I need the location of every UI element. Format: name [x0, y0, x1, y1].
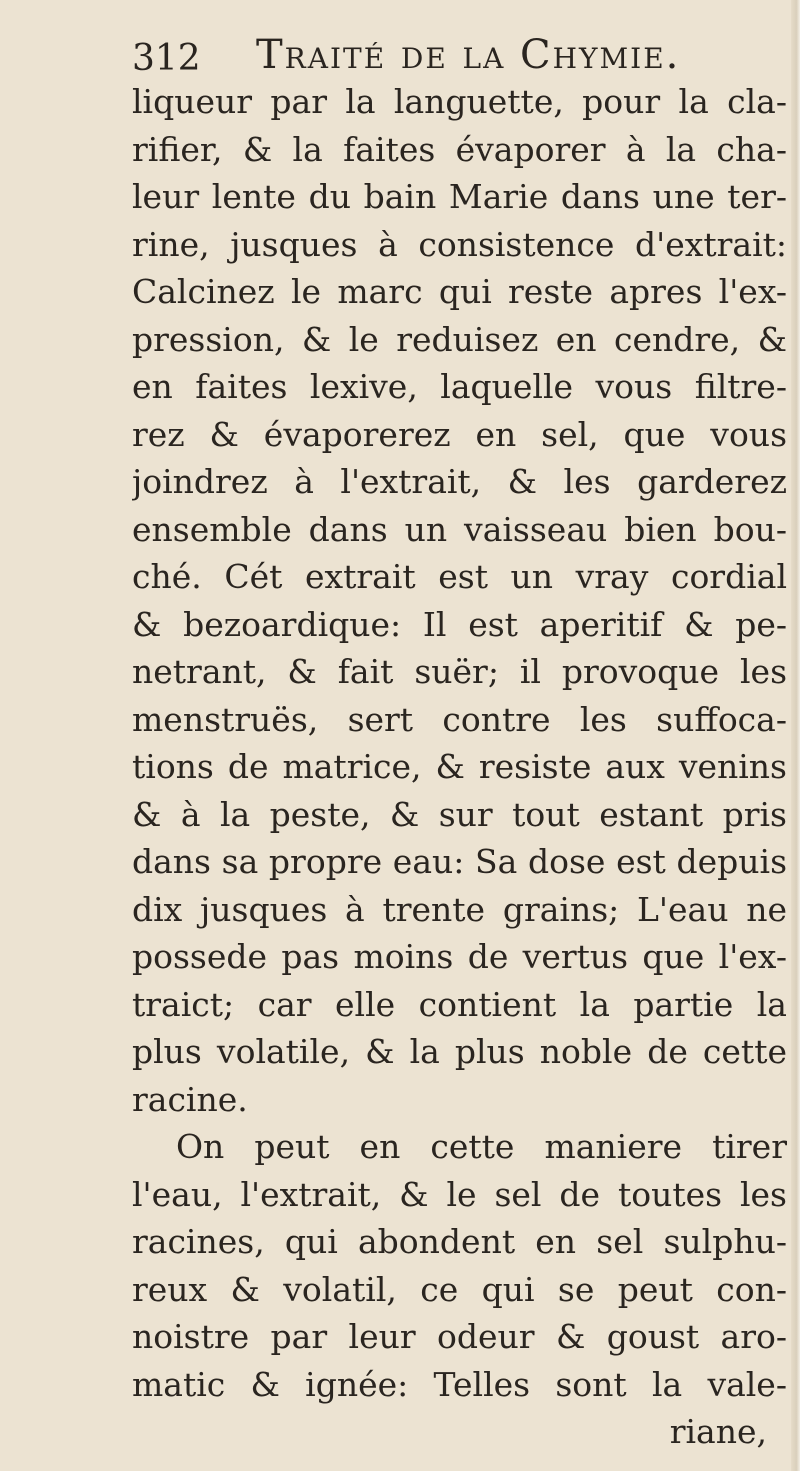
- text-line: l'eau, l'extrait, & le sel de toutes les: [132, 1174, 787, 1214]
- paragraph-2: [132, 1123, 787, 1408]
- text-line: possede pas moins de vertus que l'ex-: [132, 937, 787, 976]
- text-line: menstruës, sert contre les suffoca-: [132, 699, 787, 739]
- text-line: en faites lexive, laquelle vous filtre-: [132, 367, 787, 406]
- text-line: racine.: [132, 1079, 248, 1119]
- text-line: ché. Cét extrait est un vray cordial: [132, 557, 787, 596]
- text-line: leur lente du bain Marie dans une ter-: [132, 177, 787, 216]
- text-line: traict; car elle contient la partie la: [132, 984, 787, 1024]
- text-line: pression, & le reduisez en cendre, &: [132, 319, 787, 359]
- text-line: On peut en cette maniere tirer: [176, 1127, 787, 1166]
- catchword-row: [132, 1408, 787, 1456]
- text-line: plus volatile, & la plus noble de cette: [132, 1032, 787, 1071]
- catchword: riane,: [669, 1412, 767, 1451]
- text-line: rez & évaporerez en sel, que vous: [132, 414, 787, 454]
- page-edge-shadow: [791, 0, 800, 1471]
- text-line: matic & ignée: Telles sont la vale-: [132, 1364, 787, 1404]
- text-line: racines, qui abondent en sel sulphu-: [132, 1222, 787, 1261]
- running-title: Traité de la Chymie.: [256, 32, 681, 78]
- text-line: joindrez à l'extrait, & les garderez: [132, 462, 787, 501]
- paragraph-1: [132, 78, 787, 1123]
- text-line: Calcinez le marc qui reste apres l'ex-: [132, 272, 787, 311]
- text-line: liqueur par la languette, pour la cla-: [132, 82, 787, 121]
- text-line: netrant, & fait suër; il provoque les: [132, 652, 787, 691]
- text-line: dans sa propre eau: Sa dose est depuis: [132, 842, 787, 881]
- text-line: dix jusques à trente grains; L'eau ne: [132, 889, 787, 929]
- text-line: tions de matrice, & resiste aux venins: [132, 747, 787, 786]
- text-line: rine, jusques à consistence d'extrait:: [132, 224, 787, 264]
- body-text: [132, 78, 787, 1456]
- text-line: & à la peste, & sur tout estant pris: [132, 794, 787, 834]
- text-line: & bezoardique: Il est aperitif & pe-: [132, 604, 787, 644]
- text-line: reux & volatil, ce qui se peut con-: [132, 1269, 787, 1309]
- page-number: 312: [132, 38, 201, 79]
- text-line: ensemble dans un vaisseau bien bou-: [132, 509, 787, 549]
- text-line: rifier, & la faites évaporer à la cha-: [132, 129, 787, 169]
- text-line: noistre par leur odeur & goust aro-: [132, 1317, 787, 1356]
